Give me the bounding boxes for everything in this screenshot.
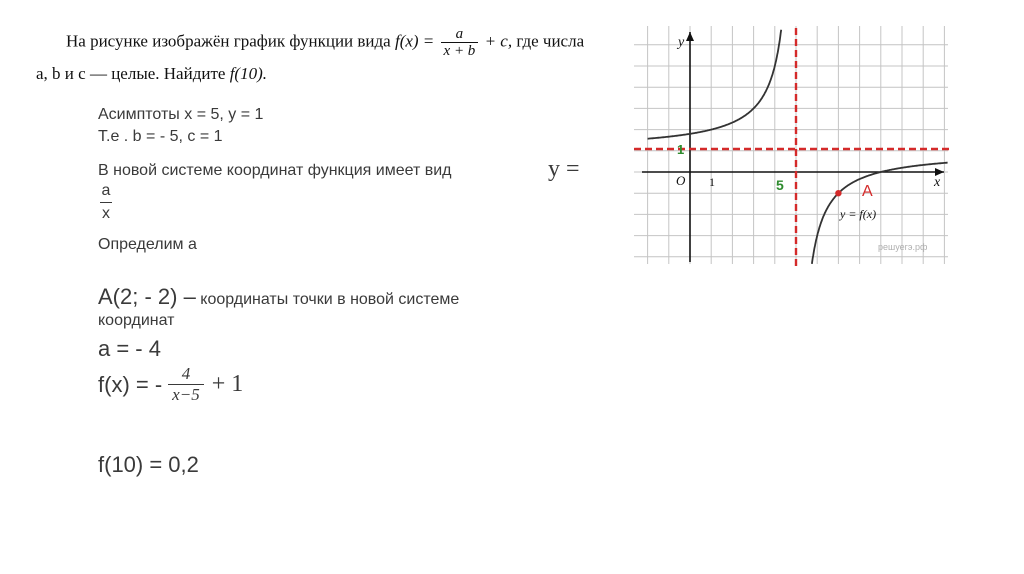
- a-over-x-fraction: [98, 182, 114, 223]
- asymptotes-line: Асимптоты x = 5, y = 1: [98, 106, 264, 123]
- y-equals: y =: [548, 156, 580, 182]
- x-axis-label: x: [934, 175, 941, 190]
- problem-fraction: [441, 26, 479, 59]
- fx-numerator: 4: [181, 364, 191, 383]
- function-formula: [98, 364, 243, 405]
- function-graph: [630, 22, 952, 267]
- y-axis-arrow: [686, 32, 694, 41]
- origin-label: O: [676, 173, 686, 188]
- point-line: [98, 284, 459, 310]
- problem-text-2: где числа: [516, 31, 585, 51]
- curve-left-branch: [648, 30, 782, 139]
- x-tick-1-label: 1: [709, 175, 715, 189]
- fx-fraction: [168, 364, 204, 405]
- answer: f(10) = 0,2: [98, 452, 199, 477]
- problem-text-1: На рисунке изображён график функции вида: [66, 31, 391, 51]
- fx-plus-one: + 1: [211, 371, 244, 397]
- a-value: a = - 4: [98, 336, 161, 361]
- watermark: решуегэ.рф: [878, 242, 928, 252]
- find-a-line: Определим а: [98, 236, 197, 253]
- curve-label: y = f(x): [840, 207, 877, 221]
- point-a: [835, 190, 841, 196]
- fx-denominator: x−5: [168, 384, 204, 405]
- problem-line-1: [66, 26, 584, 59]
- parameters-line: Т.е . b = - 5, c = 1: [98, 128, 223, 145]
- fx-prefix: f(x) = -: [98, 371, 163, 397]
- fraction-a: a: [101, 182, 111, 199]
- fraction-bar: [100, 202, 112, 203]
- problem-line-2: [36, 59, 267, 89]
- target-value: f(10).: [229, 64, 267, 83]
- point-coords: A(2; - 2) –: [98, 284, 196, 309]
- fraction-x: x: [102, 205, 110, 222]
- x-tick-5-label: 5: [776, 177, 784, 193]
- new-system-line: В новой системе координат функция имеет вид: [98, 162, 452, 179]
- y-axis-label: y: [678, 35, 685, 50]
- fraction-numerator: a: [441, 26, 479, 43]
- point-description-2: координат: [98, 312, 175, 329]
- point-a-label: A: [862, 183, 873, 200]
- y-tick-1-label: 1: [677, 142, 685, 157]
- function-notation: f(x) =: [394, 31, 435, 51]
- point-description: координаты точки в новой системе: [200, 291, 460, 308]
- fraction-denominator: x + b: [443, 43, 476, 59]
- problem-text-3: a, b и c — целые. Найдите: [36, 64, 226, 83]
- plus-c: + c,: [484, 31, 513, 51]
